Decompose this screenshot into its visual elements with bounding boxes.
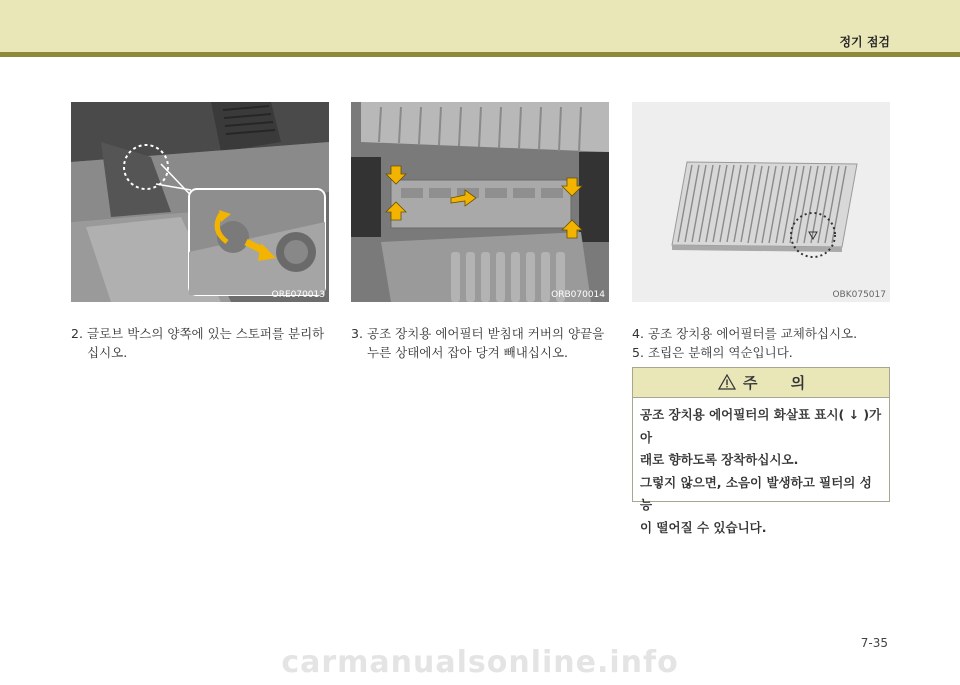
page-number: 7-35 xyxy=(860,636,888,650)
figure-code: ORB070014 xyxy=(551,290,605,300)
figure-code: ORE070013 xyxy=(271,290,325,300)
warning-icon xyxy=(718,374,736,390)
header-rule xyxy=(0,52,960,57)
watermark: carmanualsonline.info xyxy=(281,645,679,680)
step-4: 4. 공조 장치용 에어필터를 교체하십시오. xyxy=(632,326,858,341)
step-2: 2. 글로브 박스의 양쪽에 있는 스토퍼를 분리하 십시오. xyxy=(71,326,325,360)
figure-filter-cover xyxy=(351,102,609,302)
figure-code: OBK075017 xyxy=(832,290,886,300)
step-3: 3. 공조 장치용 에어필터 받침대 커버의 양끝을 누른 상태에서 잡아 당겨 빼내십시오. xyxy=(351,326,605,360)
section-title: 정기 점검 xyxy=(839,35,890,49)
header-band xyxy=(0,0,960,52)
caution-title: 주 의 xyxy=(743,374,820,392)
caution-header xyxy=(633,368,889,398)
figure-air-filter xyxy=(632,102,890,302)
figure-glove-box xyxy=(71,102,329,302)
caution-text: 공조 장치용 에어필터의 화살표 표시( ↓ )가 아 래로 향하도록 장착하십시오. 그렇지 않으면, 소음이 발생하고 필터의 성능 이 떨어질 수 있습니다. xyxy=(640,407,882,535)
caution-box xyxy=(632,367,890,535)
step-5: 5. 조립은 분해의 역순입니다. xyxy=(632,345,793,360)
